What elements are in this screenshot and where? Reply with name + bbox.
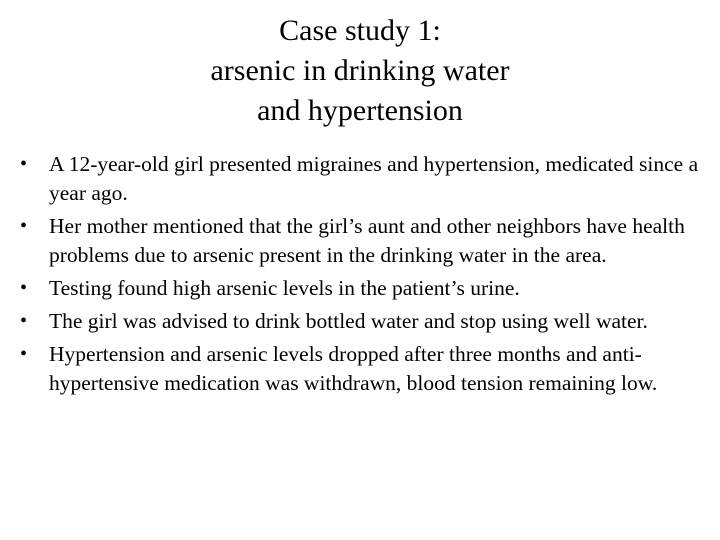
bullet-text: The girl was advised to drink bottled water and stop using well water. — [49, 309, 648, 333]
bullet-list — [20, 150, 700, 402]
bullet-dot-icon: • — [20, 310, 28, 332]
title-line-2: arsenic in drinking water — [210, 54, 510, 87]
bullet-item — [20, 307, 700, 336]
bullet-item — [20, 274, 700, 303]
title-line-1: Case study 1: — [279, 14, 441, 47]
title-line-3: and hypertension — [257, 94, 463, 127]
bullet-item — [20, 340, 700, 398]
bullet-dot-icon: • — [20, 277, 28, 299]
bullet-item — [20, 212, 700, 270]
slide-title — [0, 11, 720, 131]
bullet-dot-icon: • — [20, 343, 28, 365]
bullet-dot-icon: • — [20, 153, 28, 175]
bullet-text: Testing found high arsenic levels in the patient’s urine. — [49, 276, 520, 300]
bullet-text: A 12-year-old girl presented migraines and hypertension, medicated since a year ago. — [49, 152, 699, 205]
bullet-text: Her mother mentioned that the girl’s aunt and other neighbors have health problems due to arsenic present in the drinking water in the area. — [49, 214, 685, 267]
bullet-text: Hypertension and arsenic levels dropped after three months and anti-hypertensive medication was withdrawn, blood tension remaining low. — [49, 342, 658, 395]
bullet-dot-icon: • — [20, 215, 28, 237]
bullet-item — [20, 150, 700, 208]
